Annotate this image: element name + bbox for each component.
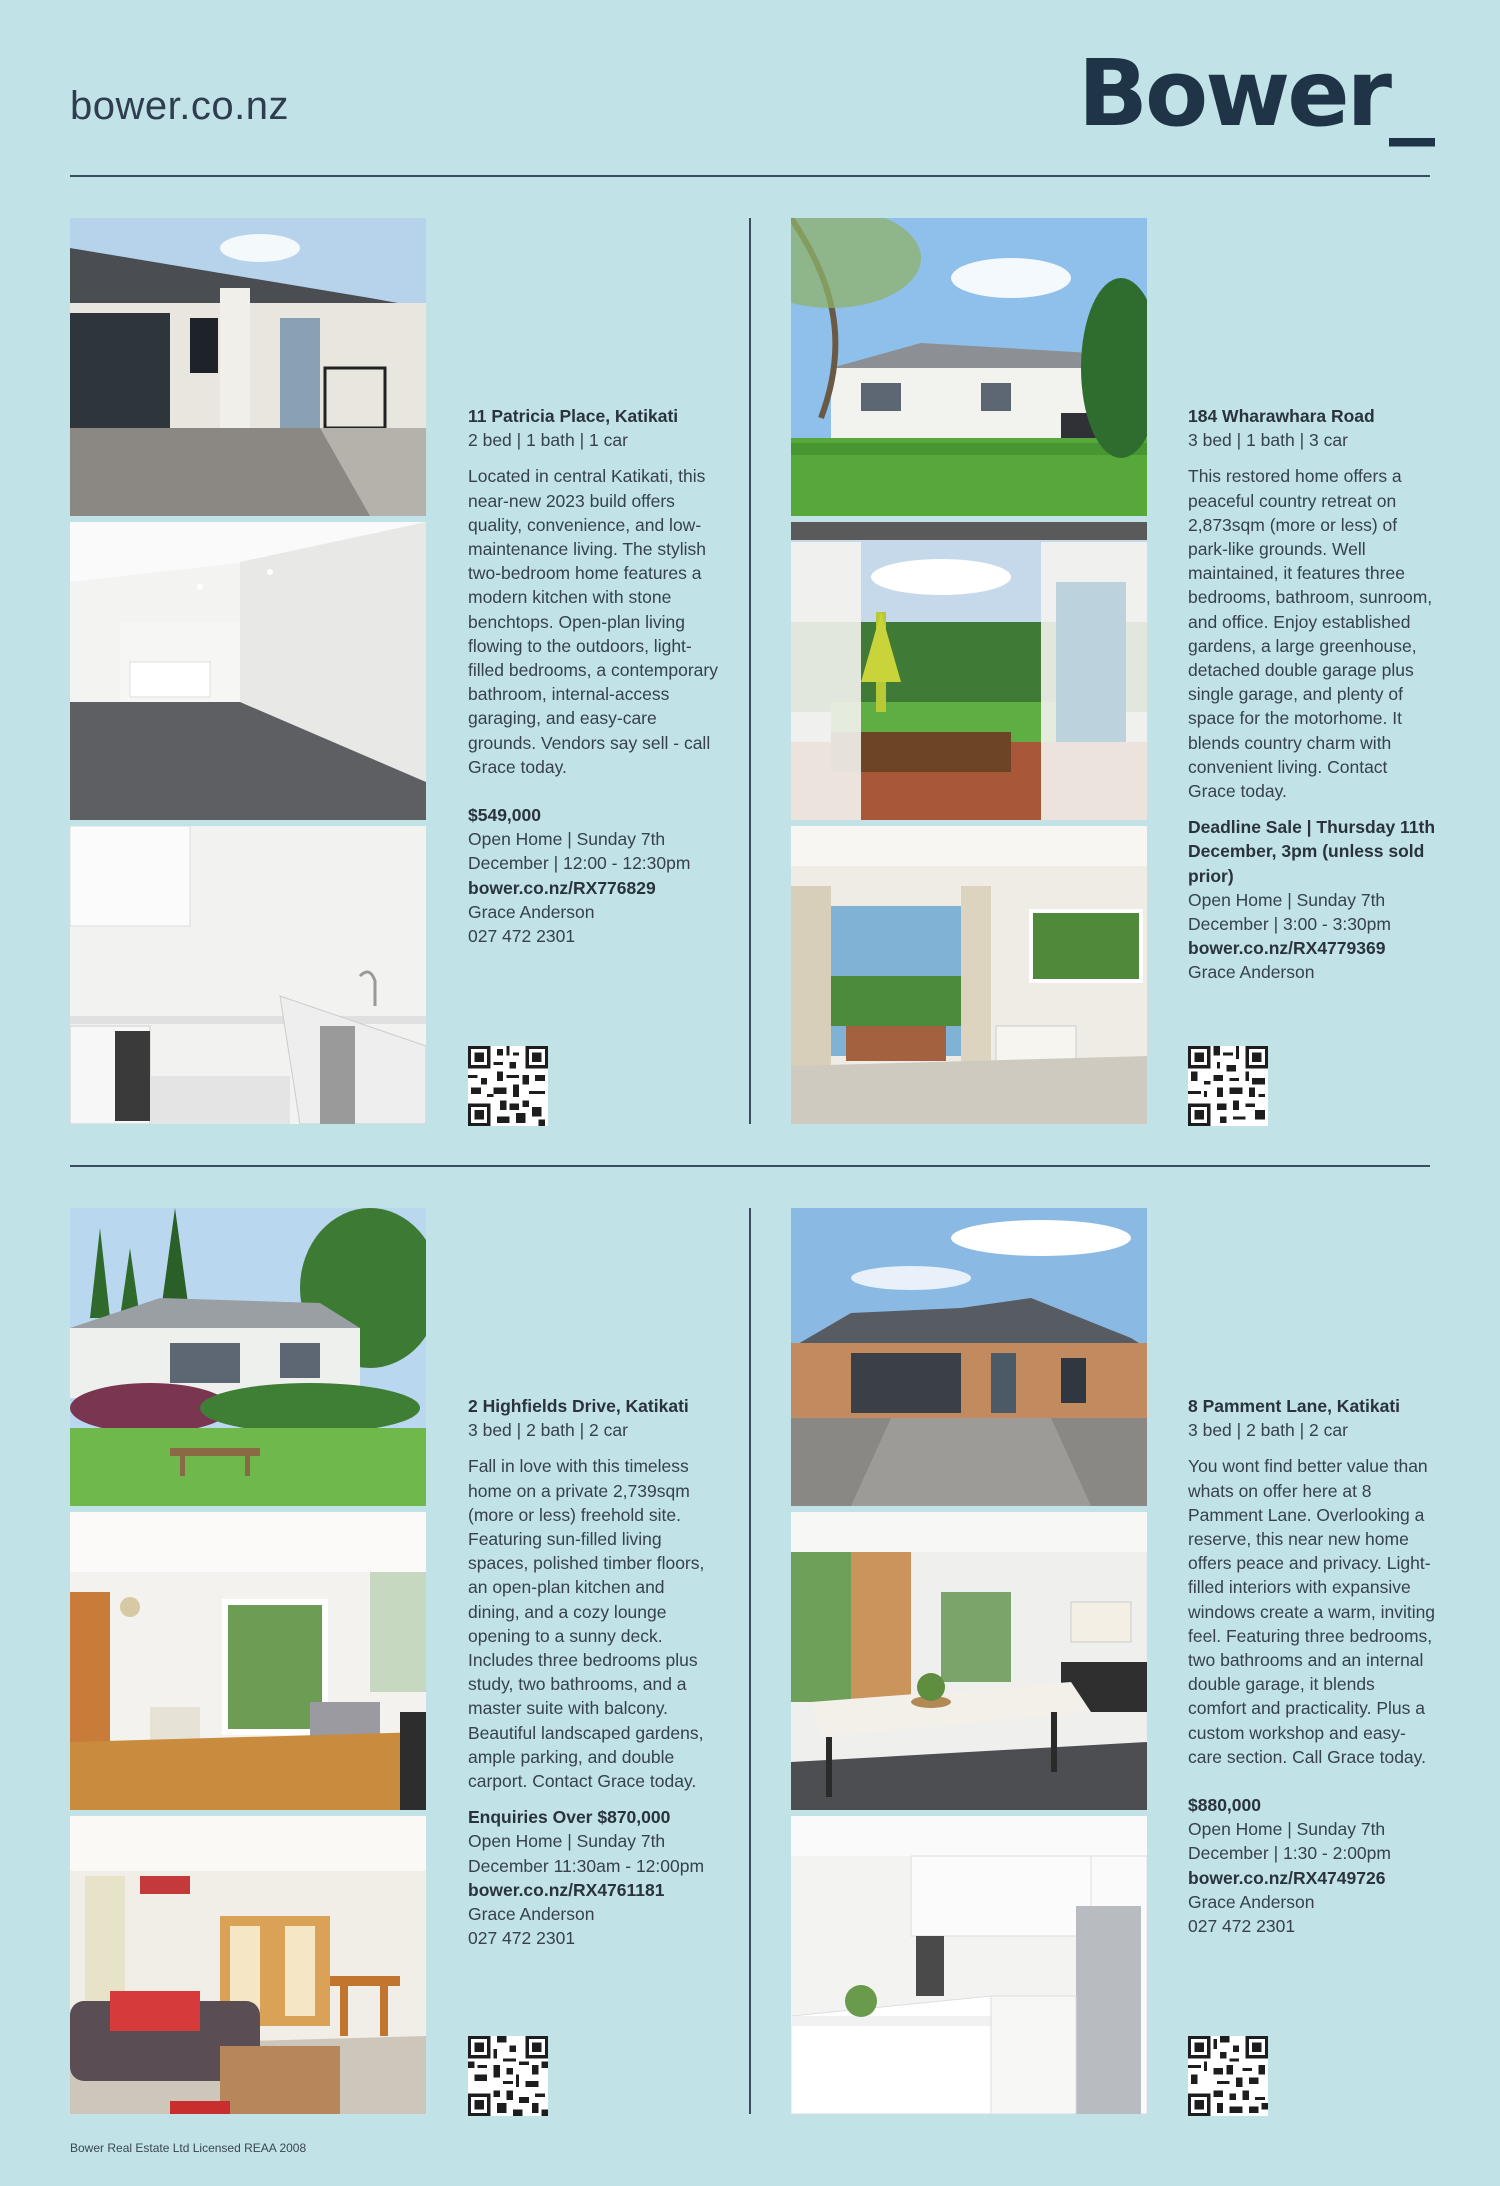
listing-phone[interactable]: 027 472 2301 bbox=[1188, 1916, 1296, 1937]
listing-specs: 3 bed | 2 bath | 2 car bbox=[468, 1420, 628, 1441]
listing-photo-exterior[interactable] bbox=[70, 218, 426, 516]
listing-photo-deck[interactable] bbox=[791, 522, 1147, 820]
listing-photo-exterior[interactable] bbox=[791, 1208, 1147, 1506]
listing-details bbox=[468, 404, 718, 948]
site-url[interactable]: bower.co.nz bbox=[70, 84, 289, 128]
section-divider bbox=[70, 1165, 1430, 1167]
listing-price: Enquiries Over $870,000 bbox=[468, 1807, 671, 1828]
listing-address: 184 Wharawhara Road bbox=[1188, 406, 1375, 426]
column-divider-bottom bbox=[749, 1208, 751, 2114]
listing-price: Deadline Sale | Thursday 11th December, 3pm (unless sold prior) bbox=[1188, 817, 1436, 886]
listing-open-home: Open Home | Sunday 7th December | 3:00 - 3:30pm bbox=[1188, 889, 1391, 935]
listing-specs: 2 bed | 1 bath | 1 car bbox=[468, 430, 628, 451]
listing-address: 11 Patricia Place, Katikati bbox=[468, 406, 679, 426]
column-divider-top bbox=[749, 218, 751, 1124]
listing-photo-exterior[interactable] bbox=[791, 218, 1147, 516]
listing-phone[interactable]: 027 472 2301 bbox=[468, 1928, 576, 1949]
listing-agent: Grace Anderson bbox=[468, 1904, 595, 1925]
listing-address: 8 Pamment Lane, Katikati bbox=[1188, 1396, 1401, 1416]
listing-price: $880,000 bbox=[1188, 1795, 1261, 1816]
listing-photo-kitchen[interactable] bbox=[791, 1816, 1147, 2114]
listing-open-home: Open Home | Sunday 7th December | 12:00 - 12:30pm bbox=[468, 829, 691, 874]
listing-phone[interactable]: 027 472 2301 bbox=[468, 926, 576, 947]
qr-code-icon[interactable] bbox=[468, 1046, 548, 1126]
listing-photo-kitchen[interactable] bbox=[70, 826, 426, 1124]
listing-details bbox=[468, 1394, 718, 1950]
bower-logo: Bower_ bbox=[1077, 40, 1432, 147]
listing-photo-lounge[interactable] bbox=[70, 1512, 426, 1810]
listing-agent: Grace Anderson bbox=[468, 901, 595, 922]
listing-open-home: Open Home | Sunday 7th December | 1:30 - 2:00pm bbox=[1188, 1819, 1391, 1864]
listing-description: You wont find better value than whats on offer here at 8 Pamment Lane. Overlooking a reserve, this near new home offers peace and privacy. Light-filled interiors with expansive windows create a warm, inviting feel. Featuring three bedrooms, two bathrooms and an internal double garage, it blends comfort and practicality. Plus a custom workshop and easy-care section. Call Grace today. bbox=[1188, 1456, 1436, 1767]
qr-code-icon[interactable] bbox=[468, 2036, 548, 2116]
listing-specs: 3 bed | 2 bath | 2 car bbox=[1188, 1420, 1348, 1441]
listing-description: Fall in love with this timeless home on a private 2,739sqm (more or less) freehold site. Featuring sun-filled living spaces, polished timber floors, an open-plan kitchen and dining, and a cozy lounge opening to a sunny deck. Includes three bedrooms plus study, two bathrooms, and a master suite with balcony. Beautiful landscaped gardens, ample parking, and double carport. Contact Grace today. bbox=[468, 1456, 705, 1792]
listing-agent: Grace Anderson bbox=[1188, 962, 1315, 983]
footer-license: Bower Real Estate Ltd Licensed REAA 2008 bbox=[70, 2141, 307, 2155]
listing-photo-dining[interactable] bbox=[791, 1512, 1147, 1810]
listing-description: This restored home offers a peaceful country retreat on 2,873sqm (more or less) of park-like grounds. Well maintained, it features three bedrooms, bathroom, sunroom, and office. Enjoy established gardens, a large greenhouse, detached double garage plus single garage, and plenty of space for the motorhome. It blends country charm with convenient living. Contact Grace today. bbox=[1188, 466, 1433, 802]
listing-photo-exterior[interactable] bbox=[70, 1208, 426, 1506]
listing-details bbox=[1188, 1394, 1438, 1938]
header-divider bbox=[70, 175, 1430, 177]
qr-code-icon[interactable] bbox=[1188, 1046, 1268, 1126]
listing-details bbox=[1188, 404, 1438, 985]
listing-open-home: Open Home | Sunday 7th December 11:30am - 12:00pm bbox=[468, 1831, 705, 1876]
listing-photo-living[interactable] bbox=[70, 522, 426, 820]
listing-photo-dining[interactable] bbox=[70, 1816, 426, 2114]
listing-agent: Grace Anderson bbox=[1188, 1891, 1315, 1912]
listing-specs: 3 bed | 1 bath | 3 car bbox=[1188, 430, 1348, 451]
qr-code-icon[interactable] bbox=[1188, 2036, 1268, 2116]
listing-link[interactable]: bower.co.nz/RX4779369 bbox=[1188, 938, 1386, 959]
listing-link[interactable]: bower.co.nz/RX4761181 bbox=[468, 1879, 665, 1900]
listing-link[interactable]: bower.co.nz/RX776829 bbox=[468, 877, 656, 898]
listing-address: 2 Highfields Drive, Katikati bbox=[468, 1396, 689, 1416]
listing-photo-sunroom[interactable] bbox=[791, 826, 1147, 1124]
listing-price: $549,000 bbox=[468, 805, 541, 826]
listing-link[interactable]: bower.co.nz/RX4749726 bbox=[1188, 1867, 1386, 1888]
listing-description: Located in central Katikati, this near-new 2023 build offers quality, convenience, and low-maintenance living. The stylish two-bedroom home features a modern kitchen with stone benchtops. Open-plan living flowing to the outdoors, light-filled bedrooms, a contemporary bathroom, internal-access garaging, and easy-care grounds. Vendors say sell - call Grace today. bbox=[468, 466, 718, 777]
